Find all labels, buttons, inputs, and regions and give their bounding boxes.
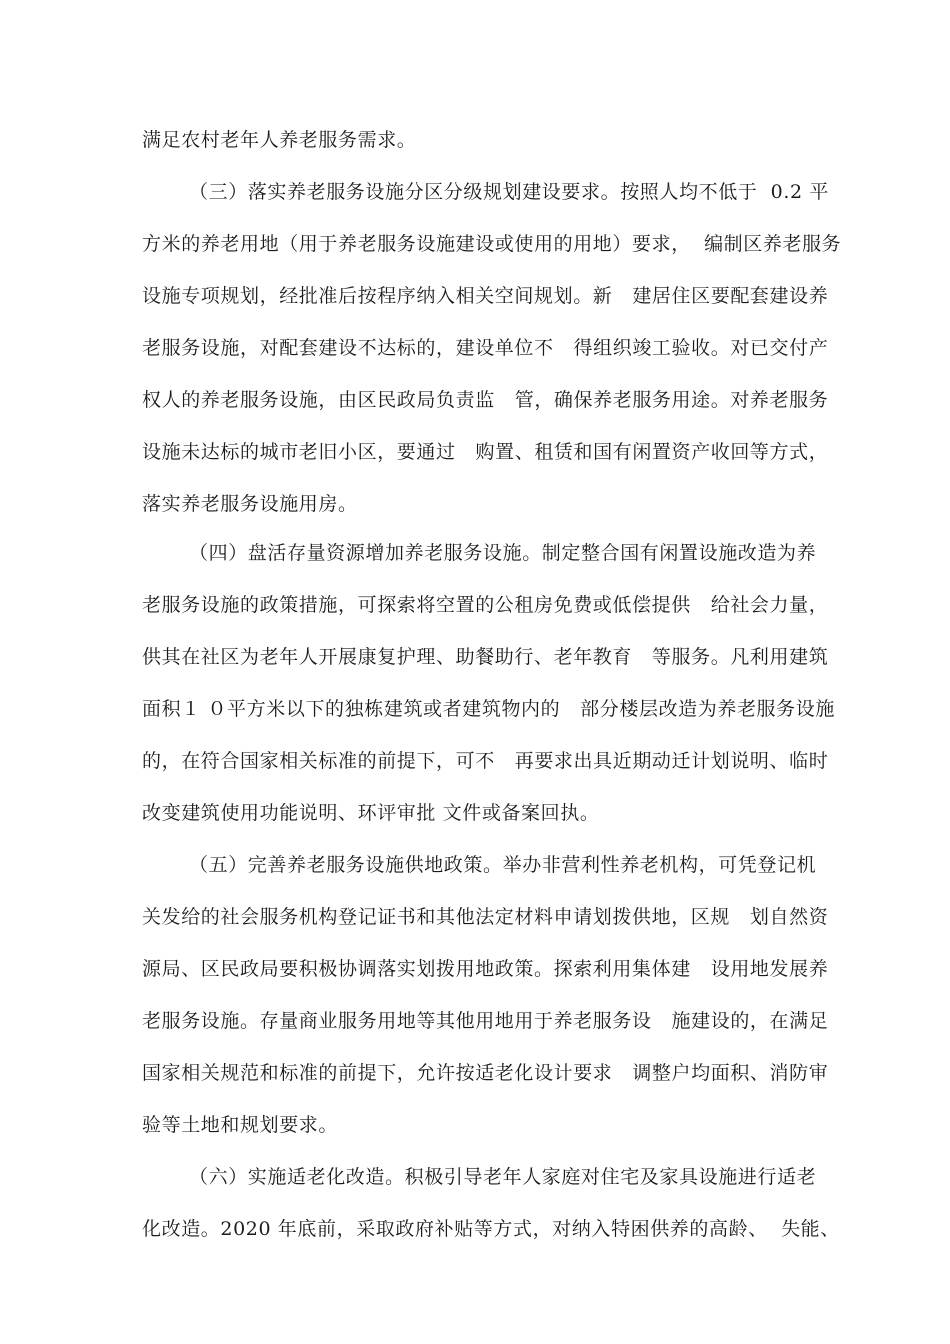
text-line: 的，在符合国家相关标准的前提下，可不 再要求出具近期动迁计划说明、临时 <box>142 750 829 772</box>
text-line: （三）落实养老服务设施分区分级规划建设要求。按照人均不低于 0.2 平 <box>189 181 829 203</box>
text-line: 老服务设施的政策措施，可探索将空置的公租房免费或低偿提供 给社会力量， <box>142 594 829 616</box>
text-line: （五）完善养老服务设施供地政策。举办非营利性养老机构，可凭登记机 <box>189 854 817 876</box>
text-line: 设施专项规划，经批准后按程序纳入相关空间规划。新 建居住区要配套建设养 <box>142 285 829 307</box>
text-line: 方米的养老用地（用于养老服务设施建设或使用的用地）要求， 编制区养老服务 <box>142 233 842 255</box>
text-line: 源局、区民政局要积极协调落实划拨用地政策。探索利用集体建 设用地发展养 <box>142 958 829 980</box>
text-line: 权人的养老服务设施，由区民政局负责监 管，确保养老服务用途。对养老服务 <box>142 389 829 411</box>
text-line: 改变建筑使用功能说明、环评审批 文件或备案回执。 <box>142 802 600 824</box>
text-line: （六）实施适老化改造。积极引导老年人家庭对住宅及家具设施进行适老 <box>189 1166 817 1188</box>
text-line: 国家相关规范和标准的前提下，允许按适老化设计要求 调整户均面积、消防审 <box>142 1062 829 1084</box>
text-line: 满足农村老年人养老服务需求。 <box>142 129 417 151</box>
text-line: 落实养老服务设施用房。 <box>142 493 358 515</box>
text-line: 验等土地和规划要求。 <box>142 1114 339 1136</box>
text-line: 老服务设施，对配套建设不达标的，建设单位不 得组织竣工验收。对已交付产 <box>142 337 829 359</box>
text-line: 关发给的社会服务机构登记证书和其他法定材料申请划拨供地，区规 划自然资 <box>142 906 829 928</box>
text-line: （四）盘活存量资源增加养老服务设施。制定整合国有闲置设施改造为养 <box>189 542 817 564</box>
text-line: 设施未达标的城市老旧小区，要通过 购置、租赁和国有闲置资产收回等方式， <box>142 441 829 463</box>
text-line: 老服务设施。存量商业服务用地等其他用地用于养老服务设 施建设的，在满足 <box>142 1010 829 1032</box>
text-line: 供其在社区为老年人开展康复护理、助餐助行、老年教育 等服务。凡利用建筑 <box>142 646 829 668</box>
text-line: 化改造。2020 年底前，采取政府补贴等方式，对纳入特困供养的高龄、 失能、 <box>142 1218 840 1240</box>
text-line: 面积１ ０平方米以下的独栋建筑或者建筑物内的 部分楼层改造为养老服务设施 <box>142 698 835 720</box>
